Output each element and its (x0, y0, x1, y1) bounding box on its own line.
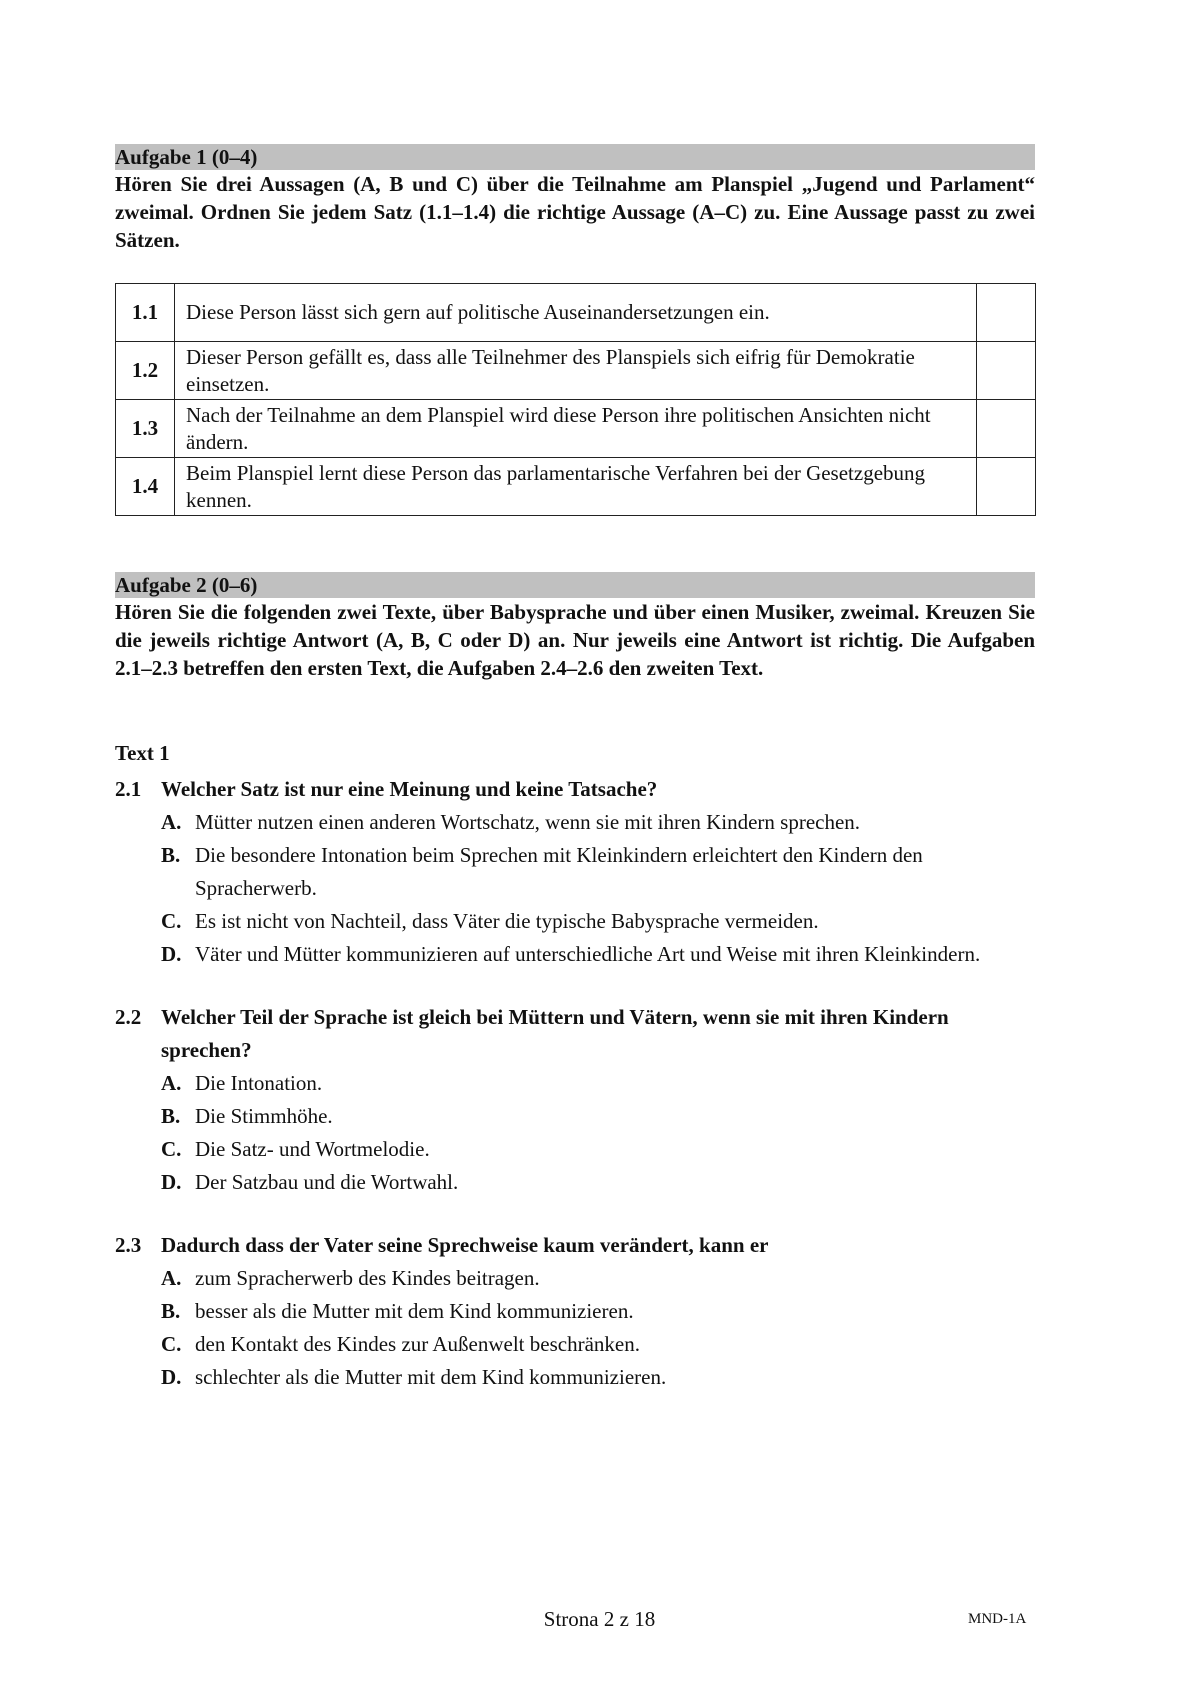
option-text: Es ist nicht von Nachteil, dass Väter die typische Babysprache vermeiden. (195, 909, 819, 933)
row-number: 1.2 (116, 342, 175, 400)
option-letter: B. (161, 1299, 181, 1323)
answer-option[interactable] (115, 905, 1035, 938)
question-text: Welcher Satz ist nur eine Meinung und keine Tatsache? (161, 777, 658, 801)
question-2-2 (115, 1001, 1035, 1199)
question-number: 2.1 (115, 777, 142, 801)
question-number: 2.2 (115, 1005, 142, 1029)
answer-option[interactable] (115, 1262, 1035, 1295)
answer-box[interactable] (977, 342, 1036, 400)
page-number: Strona 2 z 18 (543, 1607, 656, 1631)
option-text: Die Stimmhöhe. (195, 1104, 333, 1128)
answer-option[interactable] (115, 938, 1035, 971)
option-letter: D. (161, 1170, 182, 1194)
question-2-3 (115, 1229, 1035, 1394)
task1-instruction: Hören Sie drei Aussagen (A, B und C) über die Teilnahme am Planspiel „Jugend und Parlament“ zweimal. Ordnen Sie jedem Satz (1.1–1.4) die richtige Aussage (A–C) zu. Eine Aussage passt zu zwei Sätzen. (115, 172, 1035, 252)
question-text: Welcher Teil der Sprache ist gleich bei Müttern und Vätern, wenn sie mit ihren Kindern sprechen? (161, 1005, 949, 1062)
answer-option[interactable] (115, 839, 1035, 905)
answer-box[interactable] (977, 400, 1036, 458)
row-statement: Diese Person lässt sich gern auf politische Auseinandersetzungen ein. (175, 284, 977, 342)
table-row (116, 400, 1036, 458)
row-statement: Beim Planspiel lernt diese Person das parlamentarische Verfahren bei der Gesetzgebung kennen. (175, 458, 977, 516)
task2-instruction: Hören Sie die folgenden zwei Texte, über Babysprache und über einen Musiker, zweimal. Kreuzen Sie die jeweils richtige Antwort (A, B, C oder D) an. Nur jeweils eine Antwort ist richtig. Die Aufgaben 2.1–2.3 betreffen den ersten Text, die Aufgaben 2.4–2.6 den zweiten Text. (115, 600, 1035, 680)
table-row (116, 342, 1036, 400)
task1-table (115, 283, 1036, 516)
option-letter: D. (161, 942, 182, 966)
option-letter: B. (161, 1104, 181, 1128)
option-letter: C. (161, 1137, 182, 1161)
option-letter: A. (161, 810, 182, 834)
table-row (116, 458, 1036, 516)
option-text: Väter und Mütter kommunizieren auf unterschiedliche Art und Weise mit ihren Kleinkindern. (195, 942, 981, 966)
row-number: 1.4 (116, 458, 175, 516)
question-number: 2.3 (115, 1233, 142, 1257)
answer-box[interactable] (977, 458, 1036, 516)
option-text: zum Spracherwerb des Kindes beitragen. (195, 1266, 540, 1290)
answer-option[interactable] (115, 1361, 1035, 1394)
row-number: 1.1 (116, 284, 175, 342)
question-2-1 (115, 773, 1035, 971)
option-letter: C. (161, 1332, 182, 1356)
task2-header: Aufgabe 2 (0–6) (115, 572, 1035, 598)
option-letter: C. (161, 909, 182, 933)
row-number: 1.3 (116, 400, 175, 458)
answer-option[interactable] (115, 1100, 1035, 1133)
option-letter: A. (161, 1266, 182, 1290)
text-label: Text 1 (115, 741, 170, 765)
option-text: Die Intonation. (195, 1071, 323, 1095)
row-statement: Dieser Person gefällt es, dass alle Teilnehmer des Planspiels sich eifrig für Demokratie einsetzen. (175, 342, 977, 400)
answer-option[interactable] (115, 806, 1035, 839)
option-letter: A. (161, 1071, 182, 1095)
option-text: Der Satzbau und die Wortwahl. (195, 1170, 459, 1194)
table-row (116, 284, 1036, 342)
answer-option[interactable] (115, 1166, 1035, 1199)
option-text: Die Satz- und Wortmelodie. (195, 1137, 430, 1161)
option-letter: B. (161, 843, 181, 867)
option-text: Mütter nutzen einen anderen Wortschatz, wenn sie mit ihren Kindern sprechen. (195, 810, 861, 834)
option-text: schlechter als die Mutter mit dem Kind kommunizieren. (195, 1365, 667, 1389)
exam-page (115, 144, 1035, 1394)
option-text: Die besondere Intonation beim Sprechen mit Kleinkindern erleichtert den Kindern den Spracherwerb. (195, 843, 923, 900)
option-text: besser als die Mutter mit dem Kind kommunizieren. (195, 1299, 634, 1323)
answer-box[interactable] (977, 284, 1036, 342)
answer-option[interactable] (115, 1328, 1035, 1361)
row-statement: Nach der Teilnahme an dem Planspiel wird diese Person ihre politischen Ansichten nicht ändern. (175, 400, 977, 458)
answer-option[interactable] (115, 1067, 1035, 1100)
option-text: den Kontakt des Kindes zur Außenwelt beschränken. (195, 1332, 640, 1356)
option-letter: D. (161, 1365, 182, 1389)
exam-code: MND-1A (968, 1611, 1027, 1627)
answer-option[interactable] (115, 1133, 1035, 1166)
answer-option[interactable] (115, 1295, 1035, 1328)
question-text: Dadurch dass der Vater seine Sprechweise kaum verändert, kann er (161, 1233, 769, 1257)
task1-header: Aufgabe 1 (0–4) (115, 144, 1035, 170)
